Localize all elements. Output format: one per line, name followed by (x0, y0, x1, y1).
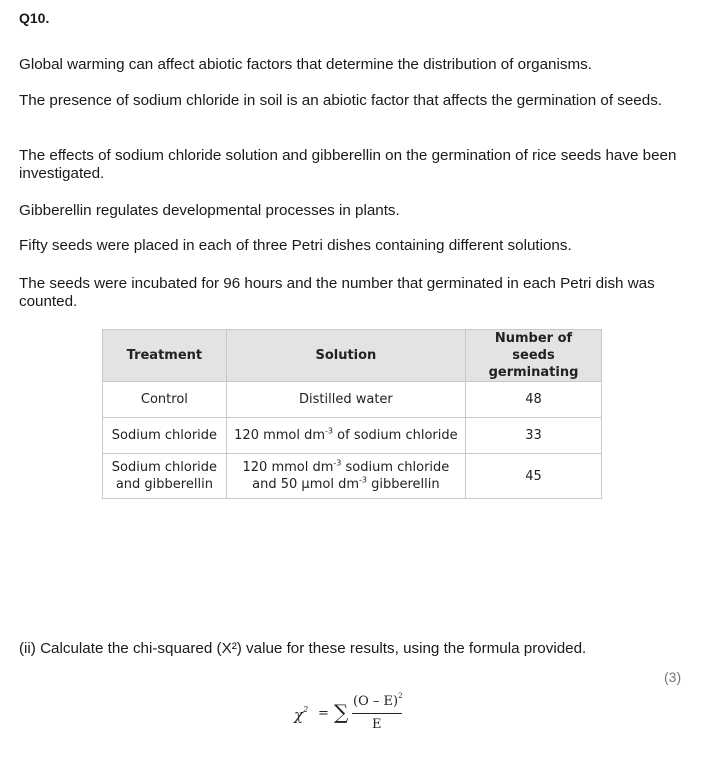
solution-cell: Distilled water (226, 382, 465, 418)
solution-line-2-exponent: -3 (358, 475, 367, 485)
paragraph-incubation: The seeds were incubated for 96 hours and the number that germinated in each Petri dish was counted. (19, 275, 655, 310)
header-seeds-germinating (466, 330, 602, 382)
formula-numerator-text: (O – E) (353, 694, 399, 709)
question-number: Q10. (19, 10, 50, 26)
table-row (103, 418, 602, 454)
header-solution: Solution (226, 330, 465, 382)
formula-chi (294, 706, 308, 724)
paragraph-investigation: The effects of sodium chloride solution and gibberellin on the germination of rice seeds have been investigated. (19, 147, 677, 182)
solution-line-2: and 50 µmol dm (252, 477, 359, 492)
treatment-cell: Control (103, 382, 227, 418)
paragraph-gibberellin: Gibberellin regulates developmental processes in plants. (19, 202, 400, 219)
header-treatment: Treatment (103, 330, 227, 382)
formula-chi-symbol: χ (294, 706, 304, 724)
count-cell: 48 (466, 382, 602, 418)
solution-text: 120 mmol dm (234, 428, 326, 443)
results-table (102, 329, 602, 499)
solution-line-1: 120 mmol dm (242, 460, 334, 475)
solution-line-2-rest: gibberellin (366, 477, 440, 492)
treatment-line-1: Sodium chloride (111, 460, 218, 475)
formula-chi-exponent: 2 (303, 705, 309, 714)
solution-cell (226, 454, 465, 499)
count-cell: 33 (466, 418, 602, 454)
solution-text-rest: of sodium chloride (333, 428, 458, 443)
paragraph-sodium-chloride: The presence of sodium chloride in soil is an abiotic factor that affects the germination of seeds. (19, 92, 663, 109)
paragraph-global-warming: Global warming can affect abiotic factors that determine the distribution of organisms. (19, 56, 592, 73)
table-row (103, 454, 602, 499)
formula-fraction-bar (352, 713, 402, 714)
chi-squared-formula (290, 690, 420, 740)
formula-equals: = (318, 706, 329, 721)
solution-unit-exponent: -3 (325, 426, 334, 436)
table-header-row (103, 330, 602, 382)
formula-denominator: E (372, 717, 382, 732)
count-cell: 45 (466, 454, 602, 499)
marks-label: (3) (664, 669, 682, 685)
formula-sigma: ∑ (334, 700, 349, 724)
solution-line-1-exponent: -3 (333, 458, 342, 468)
treatment-cell (103, 454, 227, 499)
paragraph-method: Fifty seeds were placed in each of three Petri dishes containing different solutions. (19, 237, 572, 254)
solution-line-1-rest: sodium chloride (341, 460, 450, 475)
solution-cell (226, 418, 465, 454)
table-row (103, 382, 602, 418)
formula-numerator (353, 691, 403, 709)
header-seeds-germinating-label: Number of seeds germinating (488, 331, 579, 380)
treatment-line-2: and gibberellin (115, 477, 213, 492)
formula-numerator-exponent: 2 (398, 691, 403, 700)
sub-question-text: (ii) Calculate the chi-squared (X²) value for these results, using the formula provided. (19, 640, 587, 657)
treatment-cell: Sodium chloride (103, 418, 227, 454)
